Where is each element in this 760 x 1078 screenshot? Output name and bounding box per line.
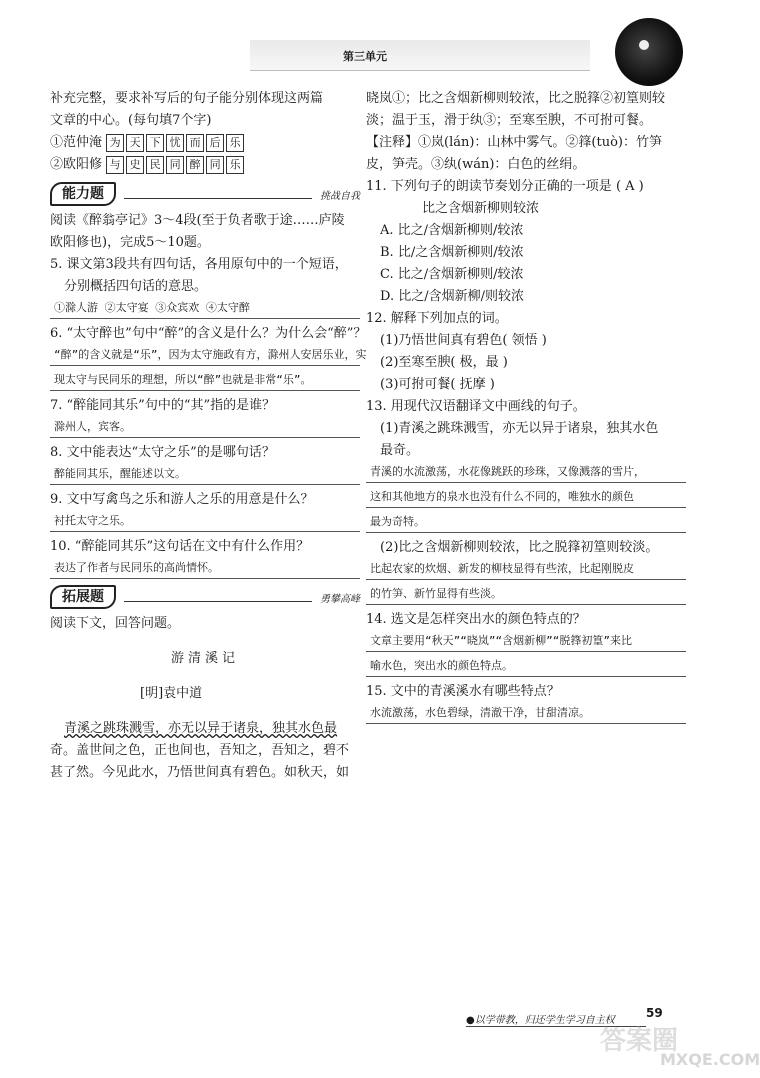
mascot-icon: [615, 18, 683, 86]
answer-13-1[interactable]: 这和其他地方的泉水也没有什么不同的，唯独水的颜色: [366, 487, 686, 508]
right-column: [366, 88, 686, 728]
question-12: 12. 解释下列加点的词。: [366, 311, 508, 326]
question-12-item[interactable]: (2)至寒至腴( 极，最 ): [380, 355, 508, 370]
answer-box[interactable]: 醉: [186, 156, 204, 174]
question-10: 10. “醉能同其乐”这句话在文中有什么作用？: [50, 539, 310, 554]
section-heading-ability: 能力题 挑战自我: [50, 182, 360, 206]
answer-9[interactable]: 衬托太守之乐。: [50, 511, 360, 532]
watermark-url: MXQE.COM: [660, 1050, 760, 1069]
fill-row-2: ②欧阳修 与 史 民 同 醉 同 乐: [50, 154, 360, 176]
question-12-item[interactable]: (1)乃悟世间真有碧色( 领悟 ): [380, 333, 547, 348]
question-8: 8. 文中能表达“太守之乐”的是哪句话？: [50, 445, 275, 460]
answer-13-2[interactable]: 比起农家的炊烟、新发的柳枝显得有些浓，比起刚脱皮: [366, 559, 686, 580]
answer-6[interactable]: 现太守与民同乐的理想，所以“醉”也就是非常“乐”。: [50, 370, 360, 391]
passage-title: 游清溪记: [170, 651, 239, 666]
answer-box[interactable]: 同: [166, 156, 184, 174]
answer-box[interactable]: 而: [186, 134, 204, 152]
fill-row-1: ①范仲淹 为 天 下 忧 而 后 乐: [50, 132, 360, 154]
question-13-1: 最奇。: [380, 443, 420, 458]
question-5: 5. 课文第3段共有四句话，各用原句中的一个短语，: [50, 257, 348, 272]
answer-box[interactable]: 民: [146, 156, 164, 174]
passage-line: 晓岚①；比之含烟新柳则较浓，比之脱箨②初篁则较: [366, 91, 666, 106]
note-line: 皮，笋壳。③纨(wán)：白色的丝绢。: [366, 157, 586, 172]
question-15: 15. 文中的青溪溪水有哪些特点？: [366, 684, 560, 699]
answer-box[interactable]: 天: [126, 134, 144, 152]
unit-title: 第三单元: [343, 50, 387, 63]
question-13: 13. 用现代汉语翻译文中画线的句子。: [366, 399, 586, 414]
passage-line: 青溪之跳珠溅雪，亦无以异于诸泉，独其水色最: [64, 721, 338, 736]
question-13-1: (1)青溪之跳珠溅雪，亦无以异于诸泉，独其水色: [380, 421, 659, 436]
question-14: 14. 选文是怎样突出水的颜色特点的？: [366, 612, 586, 627]
answer-14[interactable]: 喻水色，突出水的颜色特点。: [366, 656, 686, 677]
note-line: 【注释】①岚(lán)：山林中雾气。②箨(tuò)：竹笋: [366, 135, 662, 150]
question-11-sentence: 比之含烟新柳则较浓: [422, 201, 540, 216]
answer-10[interactable]: 表达了作者与民同乐的高尚情怀。: [50, 558, 360, 579]
reading-instruction: 阅读《醉翁亭记》3～4段(至于负者歌于途……庐陵: [50, 213, 345, 228]
header-band: [250, 40, 590, 71]
passage-line: 淡；温于玉，滑于纨③；至寒至腴，不可拊可餐。: [366, 113, 653, 128]
question-9: 9. 文中写禽鸟之乐和游人之乐的用意是什么？: [50, 492, 314, 507]
intro-line: 补充完整，要求补写后的句子能分别体现这两篇: [50, 91, 324, 106]
question-12-item[interactable]: (3)可拊可餐( 抚摩 ): [380, 377, 495, 392]
answer-8[interactable]: 醉能同其乐，醒能述以文。: [50, 464, 360, 485]
question-7: 7. “醉能同其乐”句中的“其”指的是谁？: [50, 398, 276, 413]
answer-boxes: [106, 156, 244, 174]
answer-13-1[interactable]: 青溪的水流激荡，水花像跳跃的珍珠，又像溅落的雪片，: [366, 462, 686, 483]
page-number: 59: [646, 1006, 663, 1020]
answer-6[interactable]: “醉”的含义就是“乐”，因为太守施政有方，滁州人安居乐业，实: [50, 345, 360, 366]
option-a[interactable]: A. 比之/含烟新柳则/较浓: [380, 223, 524, 238]
answer-13-2[interactable]: 的竹笋、新竹显得有些淡。: [366, 584, 686, 605]
watermark: 答案圈: [600, 1026, 679, 1056]
answer-box[interactable]: 乐: [226, 156, 244, 174]
intro-line: 文章的中心。(每句填7个字): [50, 113, 212, 128]
reading-instruction: 欧阳修也)，完成5～10题。: [50, 235, 210, 250]
answer-13-1[interactable]: 最为奇特。: [366, 512, 686, 533]
answer-5[interactable]: ①滁人游 ②太守宴 ③众宾欢 ④太守醉: [50, 298, 360, 319]
passage-line: 奇。盖世间之色，正也间也，吾知之，吾知之，碧不: [50, 743, 350, 758]
left-column: [50, 88, 367, 784]
option-c[interactable]: C. 比之/含烟新柳则/较浓: [380, 267, 524, 282]
answer-14[interactable]: 文章主要用“秋天”“晓岚”“含烟新柳”“脱箨初篁”来比: [366, 631, 686, 652]
answer-box[interactable]: 同: [206, 156, 224, 174]
answer-box[interactable]: 忧: [166, 134, 184, 152]
answer-box[interactable]: 为: [106, 134, 124, 152]
option-d[interactable]: D. 比之/含烟新柳/则较浓: [380, 289, 524, 304]
answer-box[interactable]: 与: [106, 156, 124, 174]
reading-instruction-2: 阅读下文，回答问题。: [50, 616, 181, 631]
option-b[interactable]: B. 比/之含烟新柳则/较浓: [380, 245, 524, 260]
passage-author: [明]袁中道: [140, 686, 203, 701]
footer-slogan: ●以学带教，归还学生学习自主权: [466, 1015, 615, 1026]
question-5: 分别概括四句话的意思。: [64, 279, 208, 294]
answer-box[interactable]: 乐: [226, 134, 244, 152]
passage-line: 甚了然。今见此水，乃悟世间真有碧色。如秋天，如: [50, 765, 350, 780]
answer-boxes: [106, 134, 244, 152]
section-heading-extension: 拓展题 勇攀高峰: [50, 585, 360, 609]
answer-box[interactable]: 史: [126, 156, 144, 174]
answer-box[interactable]: 下: [146, 134, 164, 152]
answer-15[interactable]: 水流激荡，水色碧绿，清澈干净，甘甜清凉。: [366, 703, 686, 724]
question-6: 6. “太守醉也”句中“醉”的含义是什么？为什么会“醉”？: [50, 326, 367, 341]
question-13-2: (2)比之含烟新柳则较浓，比之脱箨初篁则较淡。: [380, 540, 659, 555]
question-11: 11. 下列句子的朗读节奏划分正确的一项是 ( A ): [366, 179, 644, 194]
answer-box[interactable]: 后: [206, 134, 224, 152]
answer-7[interactable]: 滁州人，宾客。: [50, 417, 360, 438]
